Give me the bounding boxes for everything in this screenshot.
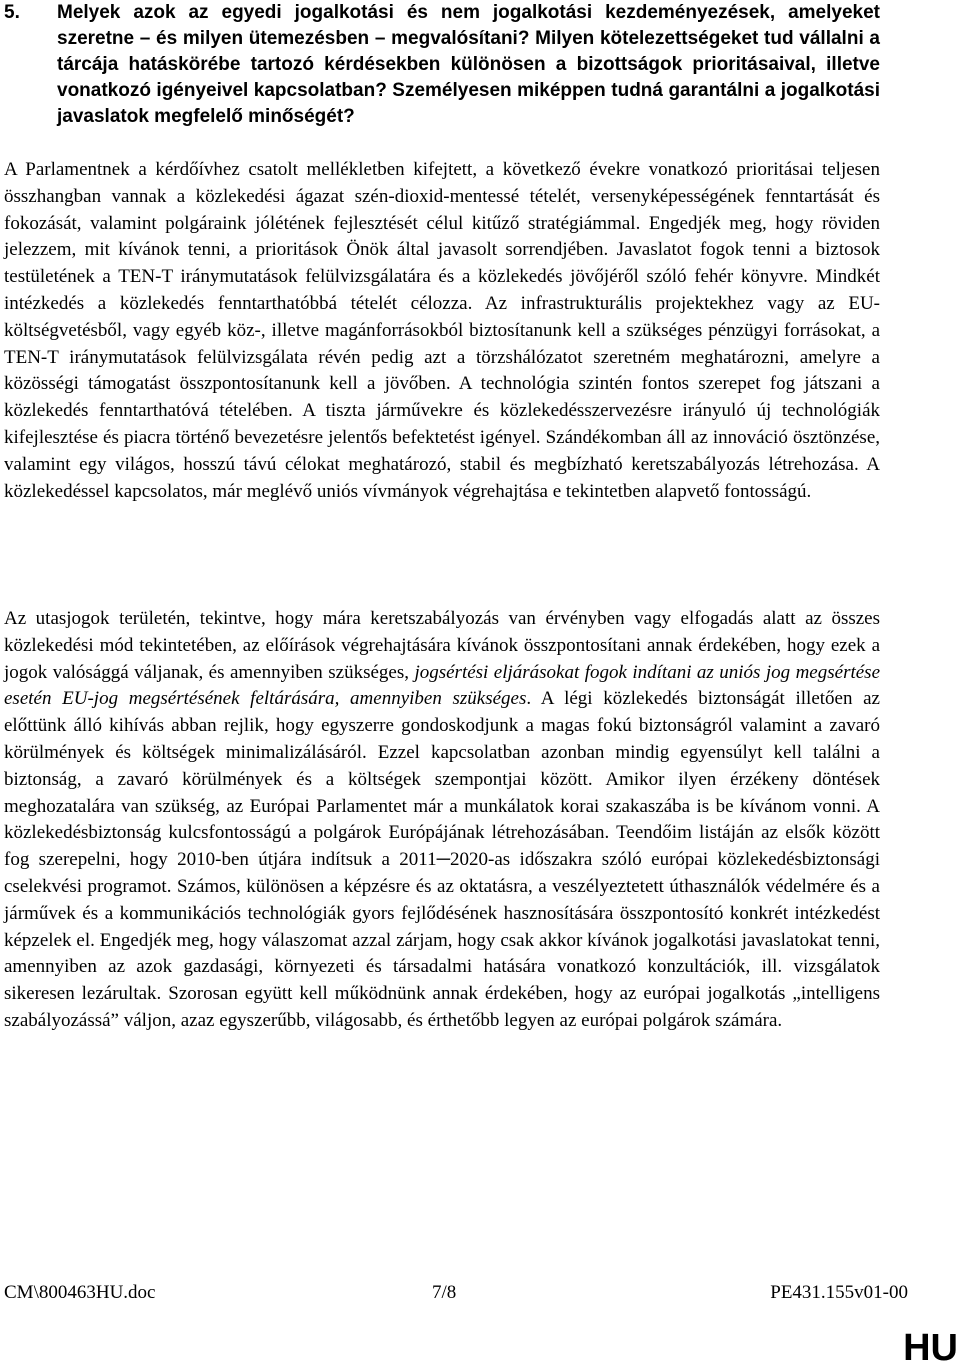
footer-page-number: 7/8: [432, 1282, 457, 1303]
question-block: [4, 0, 880, 130]
question-number: 5.: [4, 2, 20, 23]
footer-doc-ref: CM\800463HU.doc: [4, 1282, 156, 1303]
footer-pe-ref: PE431.155v01-00: [770, 1282, 908, 1303]
answer-paragraph-2-italic: jogsértési eljárásokat fogok indítani az uniós jog megsértése esetén EU-jog megsértésének feltárására, amennyiben szükséges: [4, 661, 880, 710]
answer-paragraph-2-end: . A légi közlekedés biztonságát illetően az előttünk álló kihívás abban rejlik, hogy egyszerre gondoskodjunk a magas fokú biztonságról valamint a zavaró körülmények és költségek minimalizálásáról. Ezzel kapcsolatban azonban mindig egyensúlyt kell találni a biztonság, a zavaró körülmények és a költségek szempontjai között. Amikor ilyen érzékeny döntések meghozatalára van szükség, az Európai Parlamentet már a munkálatok korai szakaszába is be kívánom vonni. A közlekedésbiztonság kulcsfontosságú a polgárok Európájának létrehozásában. Teendőim listáján az elsők között fog szerepelni, hogy 2010-ben útjára indítsuk a 2011─2020-as időszakra szóló európai közlekedésbiztonsági cselekvési programot. Számos, különösen a képzésre és az oktatásra, a veszélyeztetett úthasználók védelmére és a járművek és a kommunikációs technológiák gyors fejlődésének hasznosítására összpontosító konkrét intézkedést képzelek el. Engedjék meg, hogy válaszomat azzal zárjam, hogy csak akkor kívánok jogalkotási javaslatokat tenni, amennyiben az azok gazdasági, környezeti és társadalmi hatására vonatkozó konzultációk, ill. vizsgálatok sikeresen lezárultak. Szorosan együtt kell működnünk annak érdekében, hogy az európai jogalkotás „intelligens szabályozássá” váljon, azaz egyszerűbb, világosabb, és érthetőbb legyen az európai polgárok számára.: [4, 688, 880, 1031]
answer-paragraph-2-start: Az utasjogok területén, tekintve, hogy mára keretszabályozás van érvényben vagy elfogadás alatt az összes közlekedési mód tekintetében, az előírások végrehajtására kívánok összpontosítani annak érdekében, hogy ezek a jogok valósággá váljanak, és amennyiben szükséges,: [4, 608, 880, 683]
answer-paragraph-2: [4, 606, 880, 1035]
question-text: Melyek azok az egyedi jogalkotási és nem jogalkotási kezdeményezések, amelyeket szeretne – és milyen ütemezésben – megvalósítani? Milyen kötelezettségeket tud vállalni a tárcája hatáskörébe tartozó kérdésekben különösen a bizottságok prioritásaival, illetve vonatkozó igényeivel kapcsolatban? Személyesen miképpen tudná garantálni a jogalkotási javaslatok megfelelő minőségét?: [57, 2, 880, 127]
language-code: HU: [903, 1327, 958, 1369]
answer-paragraph-1: A Parlamentnek a kérdőívhez csatolt mellékletben kifejtett, a következő évekre vonatkozó prioritásai teljesen összhangban vannak a közlekedési ágazat szén-dioxid-mentessé tételét, versenyképességének fenntartását és fokozását, valamint polgáraink jólétének fejlesztését célul kitűző stratégiámmal. Engedjék meg, hogy röviden jelezzem, mit kívánok tenni, a prioritások Önök által javasolt sorrendjében. Javaslatot fogok tenni a biztosok testületének a TEN-T iránymutatások felülvizsgálatára és a közlekedés jövőjéről szóló fehér könyvre. Mindkét intézkedés a közlekedés fenntarthatóbbá tételét célozza. Az infrastrukturális projektekhez vagy az EU-költségvetésből, vagy egyéb köz-, illetve magánforrásokból biztosítanunk kell a szükséges pénzügyi forrásokat, a TEN-T iránymutatások felülvizsgálata révén pedig azt a törzshálózatot szeretném meghatározni, amelyre a közösségi támogatást összpontosítanunk kell a jövőben. A technológia szintén fontos szerepet fog játszani a közlekedés fenntarthatóvá tételében. A tiszta járművekre és közlekedésszervezésre irányuló új technológiák kifejlesztése és piacra történő bevezetésre jelentős befektetést igényel. Szándékomban áll az innováció ösztönzése, valamint egy világos, hosszú távú célokat meghatározó, stabil és megbízható keretszabályozás létrehozása. A közlekedéssel kapcsolatos, már meglévő uniós vívmányok végrehajtása e tekintetben alapvető fontosságú.: [4, 159, 880, 502]
